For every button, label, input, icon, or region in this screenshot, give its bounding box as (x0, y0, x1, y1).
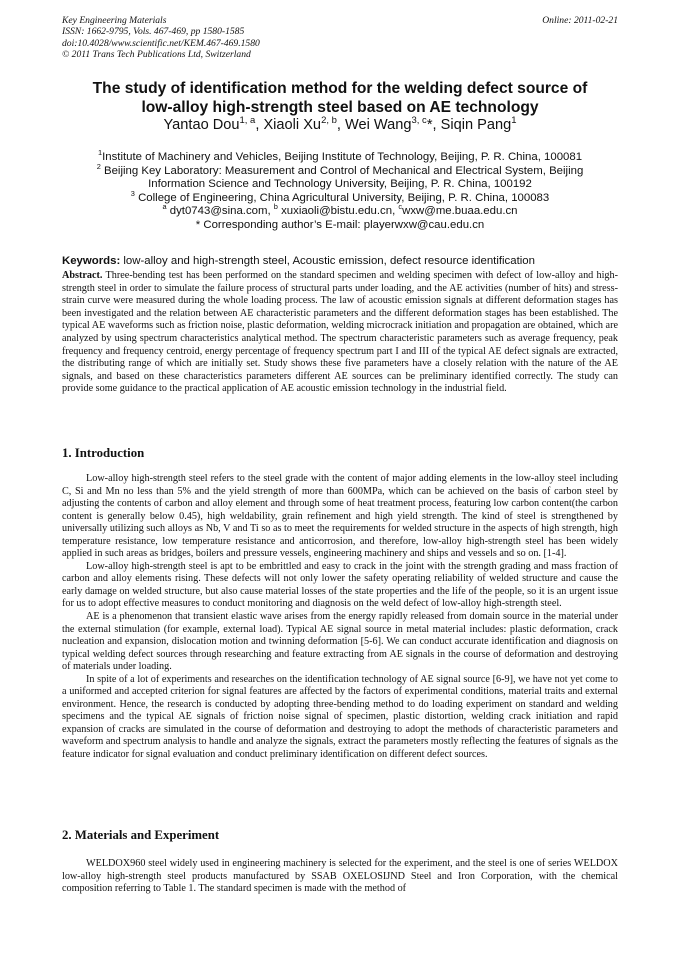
email-a: dyt0743@sina.com, (169, 205, 274, 218)
affiliation-marker: 2 (96, 161, 101, 171)
author-separator: , (255, 117, 264, 133)
title-line-2: low-alloy high-strength steel based on AE technology (141, 98, 539, 116)
affiliation-1 (62, 148, 618, 165)
keywords-label: Keywords: (62, 255, 121, 267)
abstract-text: Three-bending test has been performed on the standard specimen and welding specimen with defect of low-alloy and high-strength steel in order to simulate the failure process of structural parts under loading, and the AE activities (number of hits) and stress-strain curve were measured during the whole loading process. The law of acoustic emission signals at different deformation stages has been investigated and the relation between AE characteristic parameters and the different deformation stages has been established. The typical AE waveforms such as friction noise, plastic deformation, welding microcrack initiation and propagation are obtained, which are analyzed by using spectrum characteristics analytical method. The spectrum characteristic parameters such as average frequency, peak frequency and frequency centroid, energy percentage of frequency spectrum part I and III of the typical AE defect signals are extracted, the distributing range of which are initially set. Study shows these five parameters have a closely relation with the nature of the AE signals, and based on these characteristics parameters different AE sources can be preliminary identified correctly. The study can provide some guidance to the practical application of AE acoustic emission technology in the industrial field. (62, 270, 618, 395)
affiliation-2-line-1 (62, 161, 618, 179)
paragraph: In spite of a lot of experiments and researches on the identification technology of AE signal source [6-9], we have not yet come to a uniformed and accepted criterion for signal features are affected by the factors of experimental conditions, material traits and external environment. Hence, the research is conducted by adopting three-bending method to do loading experiment on standard and welding specimens and the typical AE signals of friction noise signal of specimen, plastic distortion, welding crack initiation and rapid expansion of cracks are simulated in the course of deformation and destroying to adopt the methods of characteristic parameters and waveform and spectrum analysis to handle and analyze the signals, extract the parameters mostly reflecting the features of signals as the feature indicator for signal evaluation and conduct preliminary identification on different defect sources. (62, 673, 618, 761)
email-marker: c (398, 202, 403, 212)
email-marker: a (162, 202, 167, 212)
section-heading-introduction: 1. Introduction (62, 446, 145, 460)
author-name: Xiaoli Xu (263, 117, 322, 133)
author-list (62, 116, 618, 134)
online-date: Online: 2011-02-21 (542, 15, 618, 26)
affiliation-marker: 1 (97, 148, 103, 158)
journal-header (62, 15, 618, 61)
affiliation-2-line-2: Information Science and Technology University, Beijing, P. R. China, 100192 (148, 178, 532, 191)
email-line (62, 202, 618, 219)
author-superscript: 3, c (411, 115, 427, 127)
affiliation-text: Beijing Key Laboratory: Measurement and Control of Mechanical and Electrical System, Beijing (104, 164, 584, 177)
author-superscript: 1, a (239, 115, 256, 127)
affiliation-text: Institute of Machinery and Vehicles, Beijing Institute of Technology, Beijing, P. R. China, 100081 (102, 151, 583, 163)
abstract (62, 270, 618, 396)
author-superscript: 2, b (321, 115, 337, 127)
title-line-1: The study of identification method for the welding defect source of (92, 80, 588, 97)
author-name: Yantao Dou (163, 117, 240, 133)
section-heading-materials: 2. Materials and Experiment (62, 828, 220, 842)
paragraph: Low-alloy high-strength steel is apt to be embrittled and easy to crack in the joint with the strength grading and mass fraction of carbon and alloy elements rising. These defects will not only lower the safety operating reliability of welded structure and cause the early damage on welded structure, but also cause material losses of the state properties and the life of the people, so it is an urgent issue for us to adopt effective measures to conduct monitoring and diagnosis on the weld defect of low-alloy high-strength steel. (62, 560, 618, 610)
issn-line: ISSN: 1662-9795, Vols. 467-469, pp 1580-1585 (62, 26, 245, 38)
copyright-line: © 2011 Trans Tech Publications Ltd, Switzerland (62, 49, 251, 61)
abstract-label: Abstract. (62, 270, 103, 281)
paper-title (62, 80, 618, 117)
email-b: xuxiaoli@bistu.edu.cn, (281, 205, 399, 218)
doi-line: doi:10.4028/www.scientific.net/KEM.467-469.1580 (62, 37, 260, 49)
journal-name: Key Engineering Materials (62, 15, 167, 26)
email-c: wxw@me.buaa.edu.cn (402, 205, 518, 218)
affiliations (62, 148, 618, 233)
keywords-text: low-alloy and high-strength steel, Acoustic emission, defect resource identification (120, 255, 535, 267)
affiliation-text: College of Engineering, China Agricultural University, Beijing, P. R. China, 100083 (138, 191, 550, 204)
author-superscript: 1 (511, 115, 517, 127)
keywords (62, 254, 618, 268)
author-separator: *, (426, 117, 441, 133)
author-separator: , (336, 117, 345, 133)
introduction-body (62, 473, 618, 762)
affiliation-3 (62, 188, 618, 206)
paragraph: AE is a phenomenon that transient elastic wave arises from the energy rapidly released from domain source in the material under the external stimulation (for example, external load). Typical AE signal source in metal material includes: plastic deformation, crack nucleation and expansion, dislocation motion and twinning deformation [5-6]. We can conduct accurate identification and diagnosis on typical welding defect sources through researching and feature extracting from AE signals in the course of deformation and destroying of materials under loading. (62, 611, 618, 673)
corresponding-author: * Corresponding author’s E-mail: playerwxw@cau.edu.cn (195, 218, 485, 231)
paragraph: Low-alloy high-strength steel refers to the steel grade with the content of major adding elements in the low-alloy steel including C, Si and Mn no less than 5% and the yield strength of more than 600MPa, which can be achieved on the basis of carbon steel by adjusting the contents of carbon and alloy element and through some of heat treatment process, featuring low carbon content(the carbon content is generally below 0.45), high weldability, grain refinement and high yield strength. The kind of steel is strengthened by universally utilizing such alloys as Nb, V and Ti so as to meet the requirements for welded structure in the aspects of high strength, high temperature resistance, low temperature resistance and anticorrosion, and therefore, low-alloy high-strength steel has been widely applied in such areas as bridges, boilers and pressure vessels, engineering machinery and ships and vessels and so on. [1-4]. (62, 473, 618, 560)
author-name: Wei Wang (345, 117, 412, 133)
materials-body (62, 858, 618, 896)
affiliation-marker: 3 (130, 188, 135, 198)
email-marker: b (273, 202, 278, 212)
author-name: Siqin Pang (440, 117, 512, 133)
paragraph: WELDOX960 steel widely used in engineering machinery is selected for the experiment, and the steel is one of series WELDOX low-alloy high-strength steel products manufactured by SSAB OXELOSIJND Steel and Iron Corporation, with the chemical composition referring to Table 1. The standard specimen is made with the method of (62, 858, 618, 895)
